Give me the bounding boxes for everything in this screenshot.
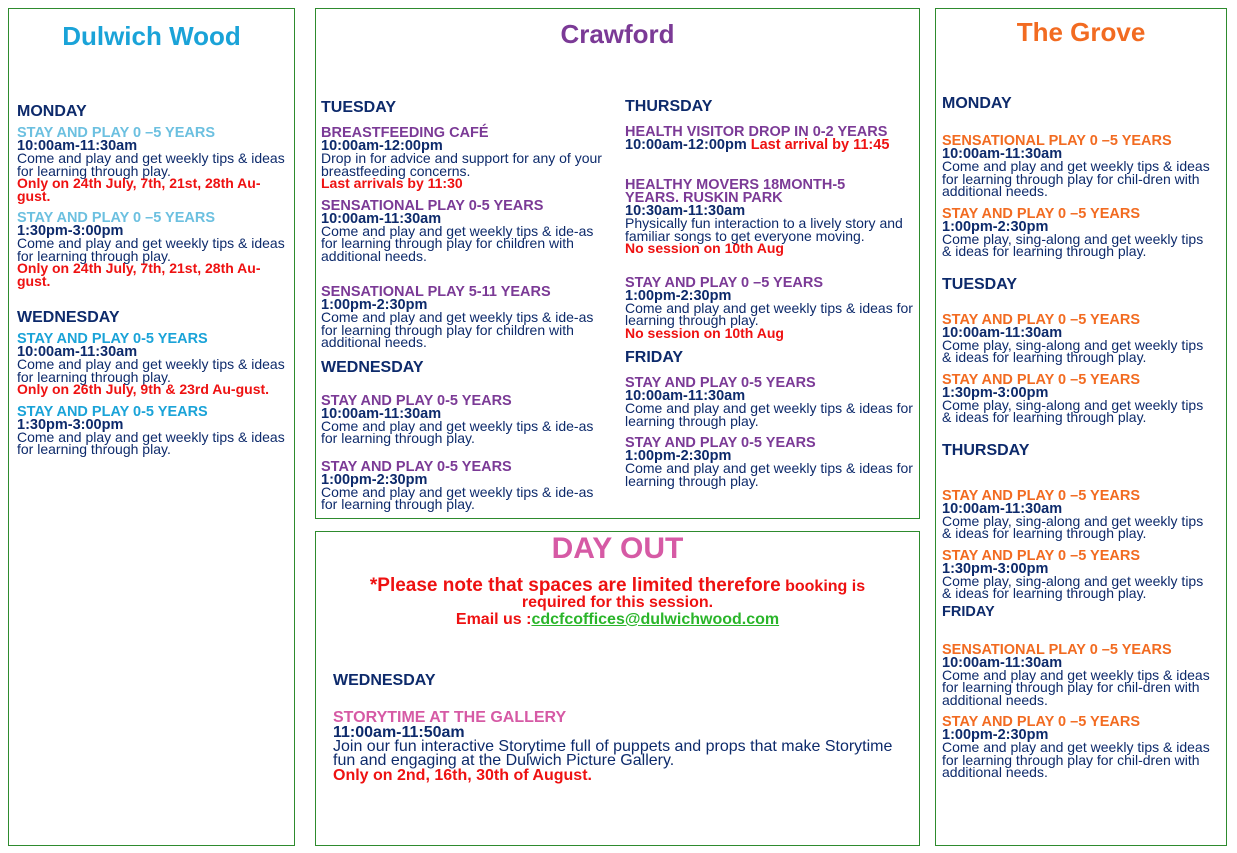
session-title: BREASTFEEDING CAFÉ xyxy=(321,125,489,141)
day-heading-thursday: THURSDAY xyxy=(942,441,1030,459)
session-description: Come play, sing-along and get weekly tips & ideas for learning through play. xyxy=(942,512,1204,541)
day-heading-monday: MONDAY xyxy=(17,103,87,120)
event-title: STORYTIME AT THE GALLERY xyxy=(333,709,567,726)
session-item xyxy=(17,127,285,202)
session-description: Come and play and get weekly tips & ideas for learning through play for chil-dren with additional needs. xyxy=(942,739,1210,780)
session-time: 10:00am-11:30am xyxy=(17,344,138,360)
session-item xyxy=(942,135,1212,198)
session-time: 1:00pm-2:30pm xyxy=(321,471,428,488)
session-title: STAY AND PLAY 0 –5 YEARS xyxy=(942,311,1140,328)
event-time: 11:00am-11:50am xyxy=(333,724,465,741)
notice-secondary: booking is required for this session. xyxy=(521,578,866,611)
session-description: Come and play and get weekly tips & ideas for learning through play. xyxy=(625,400,913,429)
session-time: 1:30pm-3:00pm xyxy=(17,223,124,239)
session-time: 10:00am-11:30am xyxy=(17,138,138,154)
session-title: STAY AND PLAY 0 –5 YEARS xyxy=(942,371,1140,388)
day-heading-friday: FRIDAY xyxy=(625,349,684,366)
session-note: Last arrivals by 11:30 xyxy=(321,175,463,191)
session-item xyxy=(625,126,915,151)
day-out-panel xyxy=(315,531,920,846)
session-title: STAY AND PLAY 0-5 YEARS xyxy=(17,331,208,347)
session-item xyxy=(625,179,915,255)
day-heading-tuesday: TUESDAY xyxy=(321,99,396,116)
session-title: STAY AND PLAY 0 –5 YEARS xyxy=(942,205,1140,222)
session-title: SENSATIONAL PLAY 0-5 YEARS xyxy=(321,197,544,214)
session-title: STAY AND PLAY 0-5 YEARS xyxy=(321,392,512,409)
session-item xyxy=(942,487,1212,541)
session-title: HEALTH VISITOR DROP IN 0-2 YEARS xyxy=(625,124,888,140)
session-description: Come play, sing-along and get weekly tips & ideas for learning through play. xyxy=(942,396,1204,425)
session-description: Drop in for advice and support for any of your breastfeeding concerns. xyxy=(321,150,602,179)
session-item xyxy=(321,392,611,446)
session-title: SENSATIONAL PLAY 0 –5 YEARS xyxy=(942,641,1172,658)
dulwich-wood-panel xyxy=(8,8,295,846)
day-heading-thursday: THURSDAY xyxy=(625,98,713,115)
session-item xyxy=(942,641,1212,708)
session-item xyxy=(17,403,285,457)
session-title: STAY AND PLAY 0-5 YEARS xyxy=(625,435,816,451)
session-time: 10:00am-12:00pm xyxy=(321,138,443,154)
session-description: Come and play and get weekly tips & ide-as for learning through play. xyxy=(321,483,594,512)
session-description: Come and play and get weekly tips & ideas for learning through play. xyxy=(17,150,285,179)
session-item xyxy=(321,127,611,190)
session-description: Come and play and get weekly tips & ideas for learning through play. xyxy=(625,460,913,489)
session-time: 1:30pm-3:00pm xyxy=(17,416,124,433)
session-description: Come and play and get weekly tips & ide-as for learning through play for children with additional needs. xyxy=(321,309,594,350)
session-time: 1:00pm-2:30pm xyxy=(625,448,732,464)
session-description: Come and play and get weekly tips & ideas for learning through play for chil-dren with additional needs. xyxy=(942,666,1210,708)
session-time: 1:00pm-2:30pm xyxy=(321,297,428,313)
session-note: Only on 24th July, 7th, 21st, 28th Au-gust. xyxy=(17,260,261,289)
session-description: Come and play and get weekly tips & ideas for learning through play for chil-dren with additional needs. xyxy=(942,158,1210,199)
session-title: STAY AND PLAY 0 –5 YEARS xyxy=(625,274,823,291)
crawford-title: Crawford xyxy=(560,19,675,49)
session-title: STAY AND PLAY 0-5 YEARS xyxy=(321,458,512,475)
session-description: Come and play and get weekly tips & ide-as for learning through play. xyxy=(321,417,594,446)
session-item xyxy=(942,716,1212,779)
session-item xyxy=(17,333,285,396)
session-description: Come and play and get weekly tips & ideas for learning through play. xyxy=(17,356,285,385)
session-time: 10:30am-11:30am xyxy=(625,203,746,219)
session-time: 10:00am-11:30am xyxy=(625,388,746,404)
session-note: Only on 26th July, 9th & 23rd Au-gust. xyxy=(17,381,270,397)
session-title: STAY AND PLAY 0 –5 YEARS xyxy=(942,487,1140,504)
session-time: 10:00am-11:30am xyxy=(942,146,1063,162)
day-heading-monday: MONDAY xyxy=(942,95,1012,112)
session-time: 1:00pm-2:30pm xyxy=(942,727,1049,743)
session-description: Come and play and get weekly tips & ideas for learning through play. xyxy=(17,235,285,264)
session-item xyxy=(17,212,285,287)
event-description: Join our fun interactive Storytime full of puppets and props that make Storytime fun and engaging at the Dulwich Picture Gallery. xyxy=(333,738,893,769)
booking-notice xyxy=(316,575,919,628)
session-time: 1:00pm-2:30pm xyxy=(942,218,1049,235)
email-link[interactable]: cdcfcoffices@dulwichwood.com xyxy=(531,611,780,628)
day-heading-wednesday: WEDNESDAY xyxy=(333,672,436,689)
session-item xyxy=(942,205,1212,259)
session-title: STAY AND PLAY 0 –5 YEARS xyxy=(17,210,215,226)
session-item xyxy=(942,547,1212,601)
session-time: 10:00am-11:30am xyxy=(321,405,442,422)
session-item xyxy=(625,377,915,427)
session-time: 10:00am-11:30am xyxy=(942,654,1063,671)
session-item xyxy=(625,437,915,487)
session-description: Come play, sing-along and get weekly tips & ideas for learning through play. xyxy=(942,572,1204,601)
session-time: 1:30pm-3:00pm xyxy=(942,560,1049,577)
session-title: STAY AND PLAY 0 –5 YEARS xyxy=(942,714,1140,730)
session-title: SENSATIONAL PLAY 0 –5 YEARS xyxy=(942,133,1172,149)
session-time: 10:00am-11:30am xyxy=(321,210,442,227)
session-note: No session on 10th Aug xyxy=(625,324,784,341)
the-grove-title: The Grove xyxy=(1016,17,1146,47)
session-time-note: Last arrival by 11:45 xyxy=(750,137,890,153)
session-time: 1:00pm-2:30pm xyxy=(625,287,732,304)
day-heading-wednesday: WEDNESDAY xyxy=(17,309,120,326)
the-grove-panel xyxy=(935,8,1227,846)
session-note: No session on 10th Aug xyxy=(625,240,784,256)
session-item xyxy=(321,286,611,349)
session-description: Come play, sing-along and get weekly tips & ideas for learning through play. xyxy=(942,230,1204,259)
dulwich-wood-title: Dulwich Wood xyxy=(62,21,241,51)
session-title: SENSATIONAL PLAY 5-11 YEARS xyxy=(321,284,551,300)
notice-main: *Please note that spaces are limited therefore xyxy=(369,575,781,596)
day-out-title: DAY OUT xyxy=(551,532,684,565)
session-note: Only on 24th July, 7th, 21st, 28th Au-gust. xyxy=(17,175,261,204)
session-description: Come and play and get weekly tips & ide-as for learning through play for children with additional needs. xyxy=(321,222,594,264)
day-heading-friday: FRIDAY xyxy=(942,603,995,620)
session-item xyxy=(942,371,1212,425)
session-item xyxy=(321,458,611,512)
session-time xyxy=(625,139,915,151)
session-description: Come and play and get weekly tips & ideas for learning through play. xyxy=(17,428,285,457)
session-description: Come play, sing-along and get weekly tips & ideas for learning through play. xyxy=(942,336,1204,365)
session-time: 10:00am-11:30am xyxy=(942,500,1063,517)
session-item xyxy=(942,311,1212,365)
session-description: Physically fun interaction to a lively story and familiar songs to get everyone moving. xyxy=(625,215,903,244)
email-prefix: Email us : xyxy=(455,611,532,628)
session-item xyxy=(321,197,611,264)
crawford-panel xyxy=(315,8,920,519)
session-time: 1:30pm-3:00pm xyxy=(942,384,1049,401)
session-title: STAY AND PLAY 0-5 YEARS xyxy=(625,375,816,391)
session-title: STAY AND PLAY 0 –5 YEARS xyxy=(942,547,1140,564)
day-heading-wednesday: WEDNESDAY xyxy=(321,358,424,376)
session-title: STAY AND PLAY 0-5 YEARS xyxy=(17,403,208,420)
session-time: 10:00am-11:30am xyxy=(942,324,1063,341)
session-item xyxy=(625,274,915,341)
session-description: Come and play and get weekly tips & ideas for learning through play. xyxy=(625,299,913,328)
session-title: STAY AND PLAY 0 –5 YEARS xyxy=(17,125,215,141)
session-time-value: 10:00am-12:00pm xyxy=(625,137,747,153)
day-heading-tuesday: TUESDAY xyxy=(942,275,1017,293)
event-note: Only on 2nd, 16th, 30th of August. xyxy=(333,767,592,784)
session-title: HEALTHY MOVERS 18MONTH-5 YEARS. RUSKIN PARK xyxy=(625,177,846,206)
